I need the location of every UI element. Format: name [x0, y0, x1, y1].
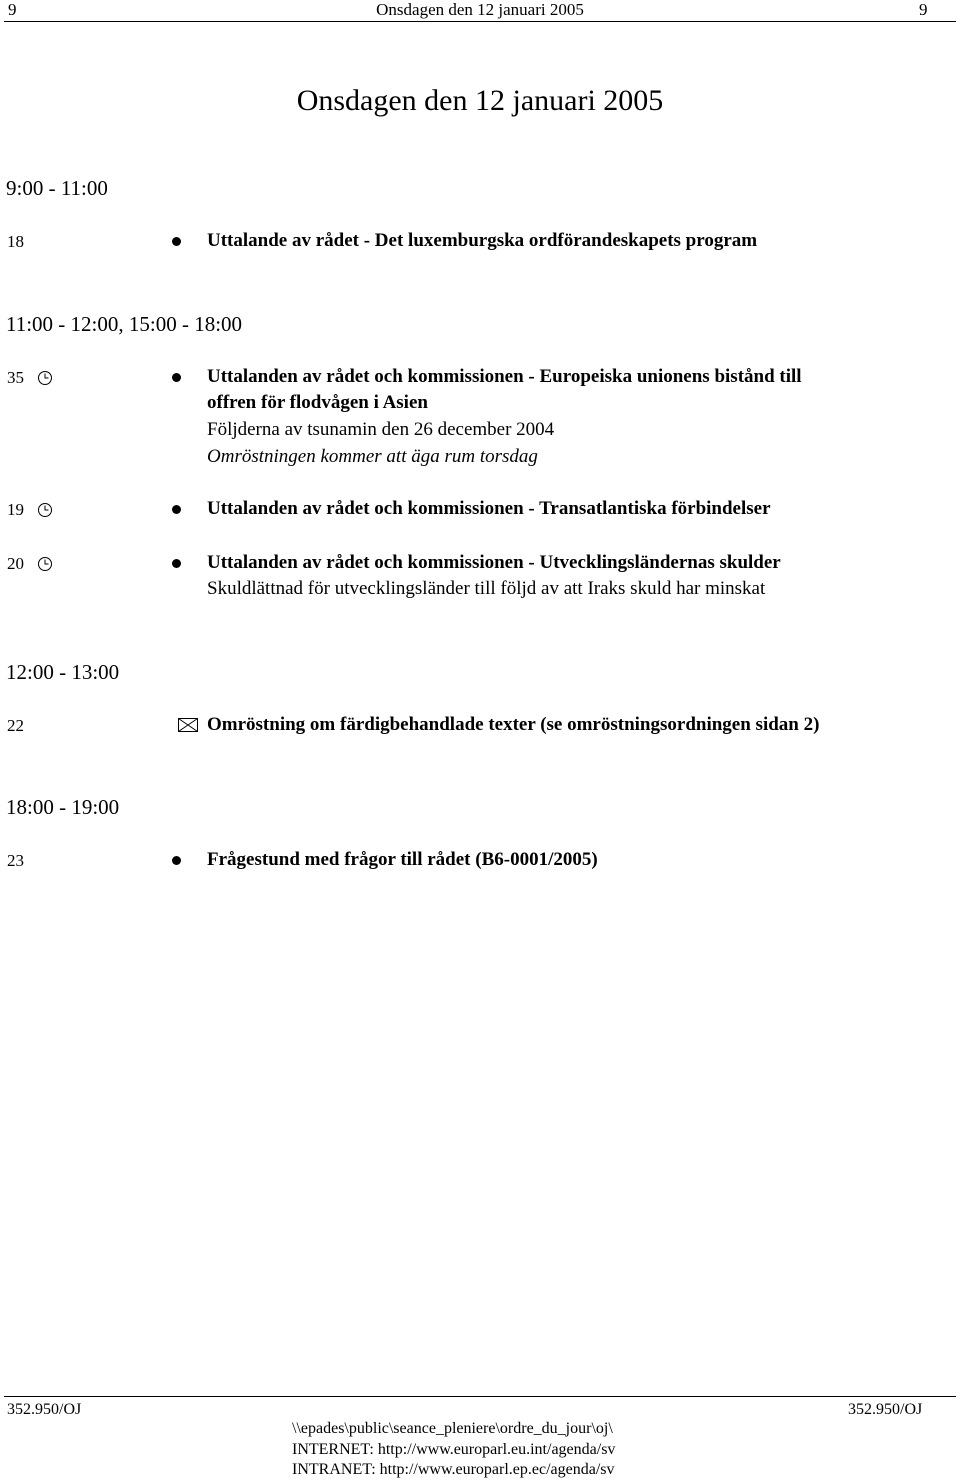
footer-internet-link[interactable]: INTERNET: http://www.europarl.eu.int/agenda/sv [292, 1441, 616, 1458]
agenda-item-title: Uttalande av rådet - Det luxemburgska ordförandeskapets program [207, 230, 758, 251]
agenda-item-title: Uttalanden av rådet och kommissionen - Transatlantiska förbindelser [207, 498, 771, 519]
bullet-icon [172, 559, 181, 568]
item-number: 35 [7, 368, 24, 387]
agenda-item-title: Uttalanden av rådet och kommissionen - Europeiska unionens bistånd till [207, 366, 802, 387]
clock-icon [37, 502, 53, 518]
header-divider [4, 21, 956, 22]
page-number-left: 9 [8, 0, 17, 19]
item-number: 23 [7, 851, 24, 870]
agenda-item-subtitle: Följderna av tsunamin den 26 december 2004 [207, 419, 555, 440]
document-title: Onsdagen den 12 januari 2005 [296, 84, 664, 117]
running-header-title: Onsdagen den 12 januari 2005 [376, 0, 584, 19]
bullet-icon [172, 373, 181, 382]
footer-divider [4, 1396, 956, 1397]
bullet-icon [172, 237, 181, 246]
item-number: 18 [7, 232, 24, 251]
agenda-item-subtitle: Skuldlättnad för utvecklingsländer till följd av att Iraks skuld har minskat [207, 578, 766, 599]
agenda-item-title: Frågestund med frågor till rådet (B6-0001/2005) [207, 849, 598, 870]
document-reference-right: 352.950/OJ [848, 1401, 923, 1418]
session-time: 11:00 - 12:00, 15:00 - 18:00 [6, 312, 243, 336]
clock-icon [37, 370, 53, 386]
footer-intranet-link[interactable]: INTRANET: http://www.europarl.ep.ec/agenda/sv [292, 1461, 615, 1478]
page-number-right: 9 [919, 0, 928, 19]
bullet-icon [172, 505, 181, 514]
session-time: 9:00 - 11:00 [6, 176, 108, 200]
document-reference-left: 352.950/OJ [7, 1401, 82, 1418]
item-number: 22 [7, 716, 24, 735]
agenda-item-title-continued: offren för flodvågen i Asien [207, 392, 428, 413]
session-time: 18:00 - 19:00 [6, 795, 120, 819]
item-number: 20 [7, 554, 24, 573]
envelope-icon [176, 716, 200, 734]
bullet-icon [172, 856, 181, 865]
session-time: 12:00 - 13:00 [6, 660, 120, 684]
item-number: 19 [7, 500, 24, 519]
agenda-item-title: Uttalanden av rådet och kommissionen - Utvecklingsländernas skulder [207, 552, 781, 573]
agenda-item-note: Omröstningen kommer att äga rum torsdag [207, 446, 538, 467]
agenda-item-title: Omröstning om färdigbehandlade texter (se omröstningsordningen sidan 2) [207, 714, 820, 735]
footer-path: \\epades\public\seance_pleniere\ordre_du_jour\oj\ [292, 1420, 613, 1437]
clock-icon [37, 556, 53, 572]
